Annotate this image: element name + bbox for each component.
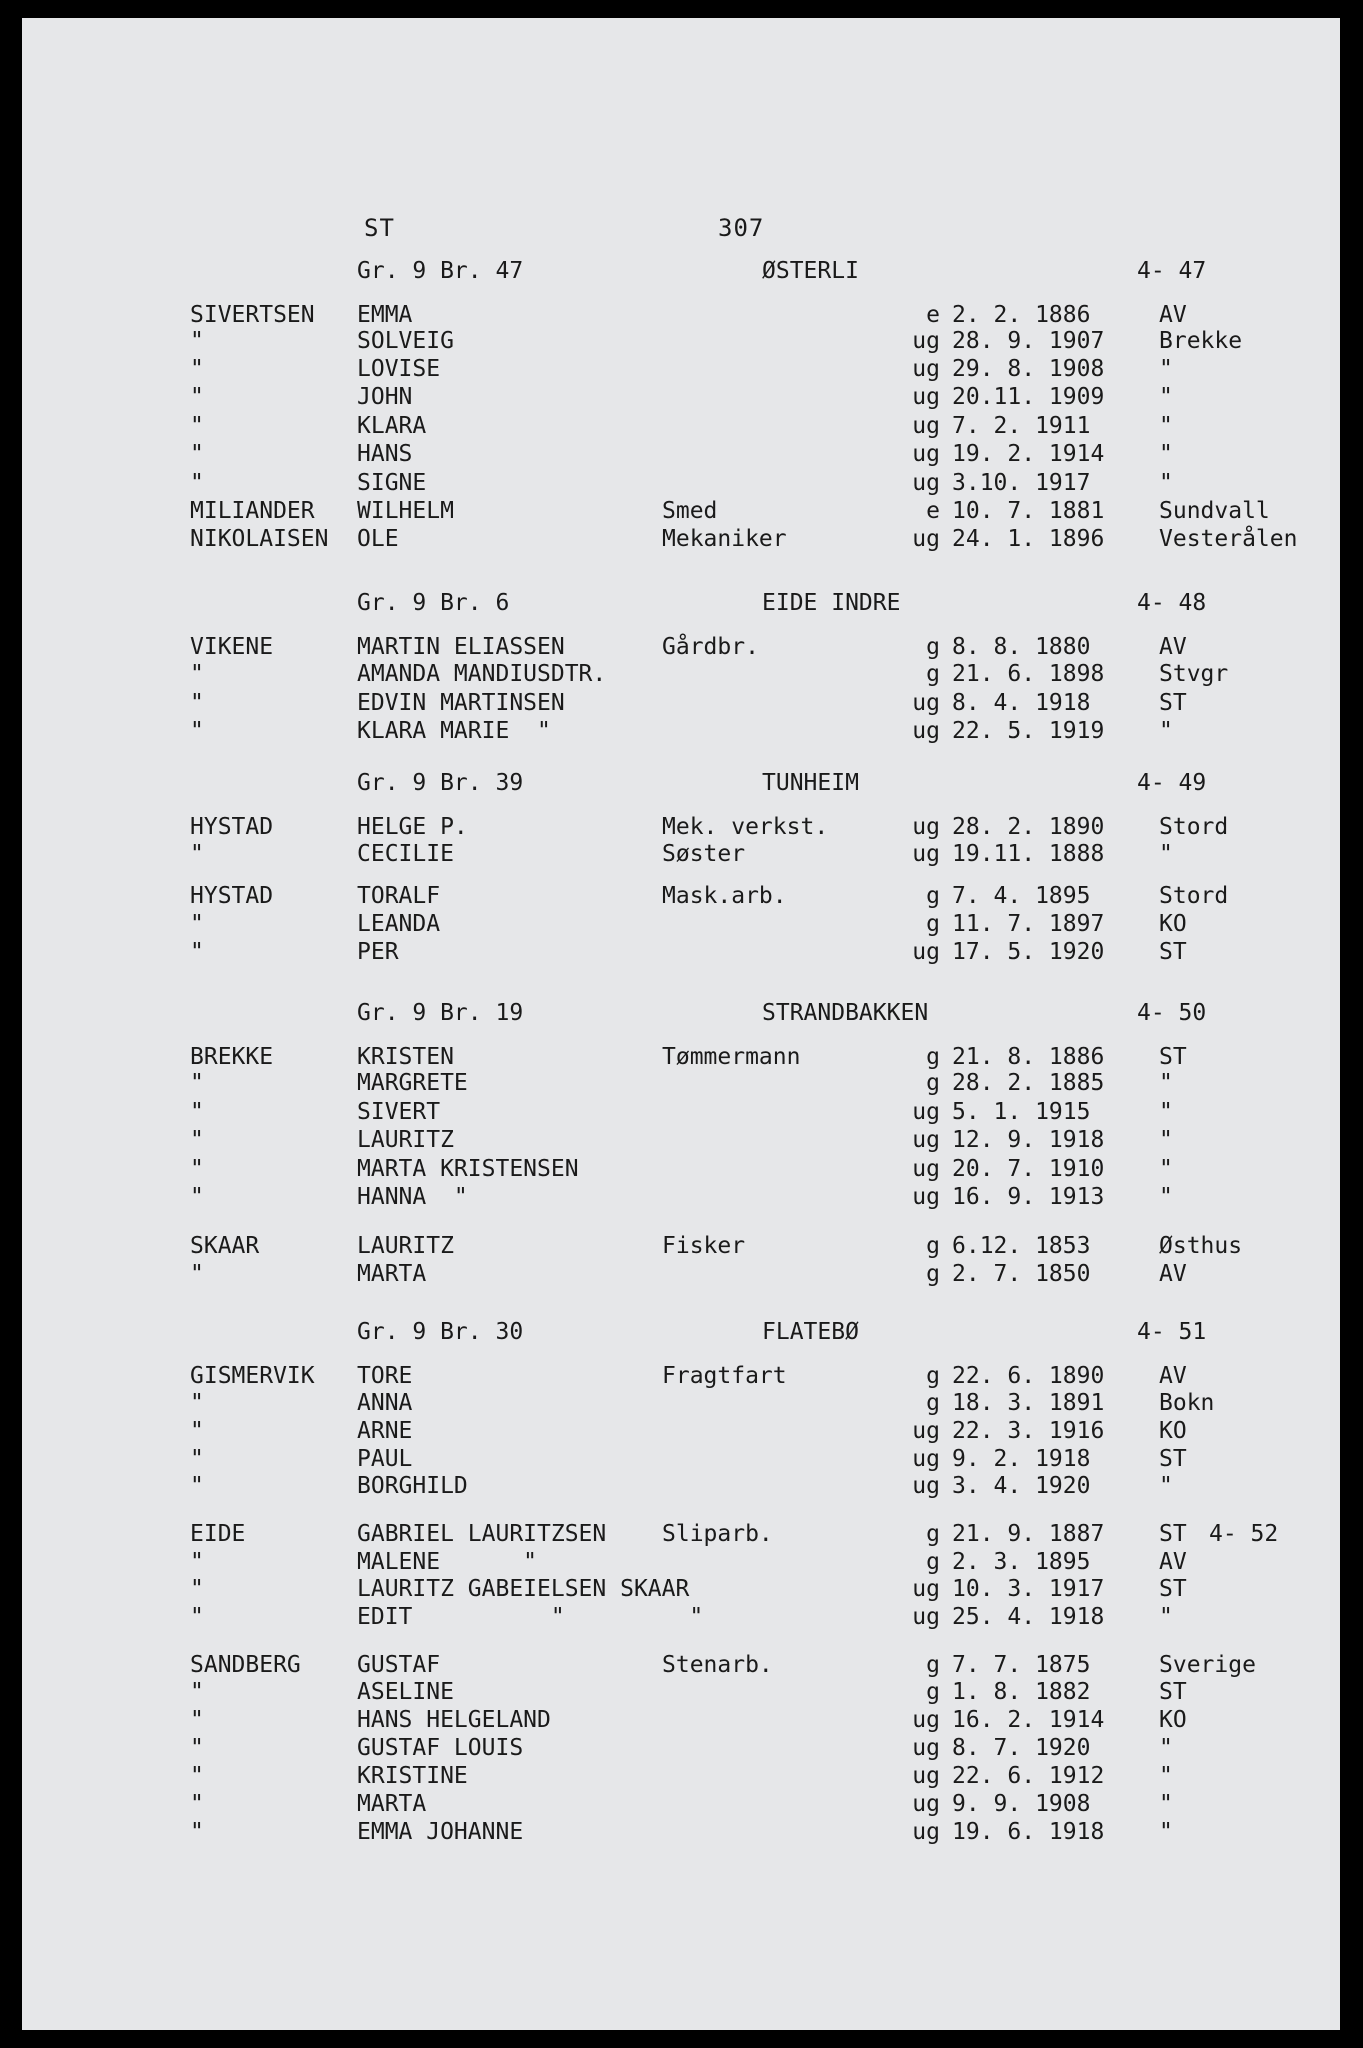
surname: " <box>190 413 204 439</box>
person-row <box>22 883 1340 913</box>
marital-status: g <box>926 1363 940 1389</box>
birth-place: AV <box>1159 1363 1187 1389</box>
birth-date: 19. 6. 1918 <box>952 1819 1105 1845</box>
person-row <box>22 1791 1340 1821</box>
birth-date: 19. 2. 1914 <box>952 441 1105 467</box>
marital-status: ug <box>912 1604 940 1630</box>
given-name: HANNA " <box>357 1184 468 1210</box>
birth-place: " <box>1159 413 1173 439</box>
marital-status: ug <box>912 1446 940 1472</box>
gr-br-number: Gr. 9 Br. 19 <box>357 1000 524 1026</box>
surname: " <box>190 1070 204 1096</box>
occupation: Stenarb. <box>662 1652 773 1678</box>
marital-status: g <box>926 1044 940 1070</box>
birth-place: " <box>1159 441 1173 467</box>
marital-status: g <box>926 1549 940 1575</box>
surname: " <box>190 718 204 744</box>
birth-date: 9. 9. 1908 <box>952 1791 1091 1817</box>
birth-place: " <box>1159 1156 1173 1182</box>
margin-household-code: 4- 52 <box>1209 1521 1279 1547</box>
person-row <box>22 1099 1340 1129</box>
birth-date: 25. 4. 1918 <box>952 1604 1105 1630</box>
marital-status: ug <box>912 1473 940 1499</box>
birth-date: 22. 6. 1912 <box>952 1763 1105 1789</box>
surname: " <box>190 841 204 867</box>
marital-status: ug <box>912 1099 940 1125</box>
marital-status: g <box>926 661 940 687</box>
person-row <box>22 1156 1340 1186</box>
surname: EIDE <box>190 1521 246 1547</box>
person-row <box>22 526 1340 556</box>
person-row <box>22 1819 1340 1849</box>
given-name: MARTA <box>357 1261 427 1287</box>
given-name: OLE <box>357 526 399 552</box>
given-name: KRISTEN <box>357 1044 454 1070</box>
birth-date: 17. 5. 1920 <box>952 939 1105 965</box>
section-header <box>22 1000 1340 1032</box>
birth-place: Stord <box>1159 883 1229 909</box>
birth-place: AV <box>1159 634 1187 660</box>
person-row <box>22 1679 1340 1709</box>
birth-date: 9. 2. 1918 <box>952 1446 1091 1472</box>
birth-place: ST <box>1159 1446 1187 1472</box>
marital-status: ug <box>912 939 940 965</box>
given-name: SIGNE <box>357 470 427 496</box>
person-row <box>22 814 1340 844</box>
birth-date: 3. 4. 1920 <box>952 1473 1091 1499</box>
given-name: EDIT " " <box>357 1604 704 1630</box>
birth-place: " <box>1159 1473 1173 1499</box>
birth-place: " <box>1159 1819 1173 1845</box>
person-row <box>22 1233 1340 1263</box>
person-row <box>22 939 1340 969</box>
given-name: LAURITZ GABEIELSEN SKAAR <box>357 1576 690 1602</box>
birth-date: 8. 4. 1918 <box>952 690 1091 716</box>
occupation: Fragtfart <box>662 1363 787 1389</box>
surname: NIKOLAISEN <box>190 526 329 552</box>
birth-place: " <box>1159 1099 1173 1125</box>
birth-date: 28. 2. 1885 <box>952 1070 1105 1096</box>
birth-date: 2. 2. 1886 <box>952 302 1091 328</box>
marital-status: ug <box>912 690 940 716</box>
marital-status: e <box>926 302 940 328</box>
given-name: AMANDA MANDIUSDTR. <box>357 661 607 687</box>
page-number: 307 <box>718 214 765 242</box>
person-row <box>22 690 1340 720</box>
household-code: 4- 51 <box>1137 1319 1207 1345</box>
birth-date: 16. 2. 1914 <box>952 1707 1105 1733</box>
marital-status: ug <box>912 470 940 496</box>
birth-date: 22. 5. 1919 <box>952 718 1105 744</box>
person-row <box>22 1652 1340 1682</box>
given-name: MARTA KRISTENSEN <box>357 1156 579 1182</box>
birth-date: 19.11. 1888 <box>952 841 1105 867</box>
marital-status: ug <box>912 814 940 840</box>
given-name: KRISTINE <box>357 1763 468 1789</box>
person-row <box>22 1473 1340 1503</box>
surname: " <box>190 1819 204 1845</box>
given-name: LEANDA <box>357 911 441 937</box>
given-name: KLARA <box>357 413 427 439</box>
surname: " <box>190 1791 204 1817</box>
birth-date: 22. 3. 1916 <box>952 1418 1105 1444</box>
occupation: Mek. verkst. <box>662 814 829 840</box>
given-name: EMMA <box>357 302 413 328</box>
birth-date: 2. 3. 1895 <box>952 1549 1091 1575</box>
marital-status: g <box>926 1521 940 1547</box>
marital-status: ug <box>912 718 940 744</box>
surname: " <box>190 1549 204 1575</box>
surname: " <box>190 384 204 410</box>
marital-status: g <box>926 1070 940 1096</box>
birth-date: 18. 3. 1891 <box>952 1390 1105 1416</box>
marital-status: ug <box>912 1127 940 1153</box>
surname: " <box>190 690 204 716</box>
farm-name: EIDE INDRE <box>762 590 901 616</box>
birth-place: Sundvall <box>1159 498 1270 524</box>
surname: HYSTAD <box>190 883 274 909</box>
given-name: KLARA MARIE " <box>357 718 551 744</box>
given-name: GUSTAF <box>357 1652 441 1678</box>
surname: VIKENE <box>190 634 274 660</box>
marital-status: g <box>926 883 940 909</box>
marital-status: ug <box>912 1819 940 1845</box>
birth-date: 5. 1. 1915 <box>952 1099 1091 1125</box>
given-name: EDVIN MARTINSEN <box>357 690 565 716</box>
birth-place: ST <box>1159 1521 1187 1547</box>
surname: " <box>190 1604 204 1630</box>
marital-status: g <box>926 911 940 937</box>
person-row <box>22 634 1340 664</box>
person-row <box>22 1576 1340 1606</box>
marital-status: ug <box>912 1707 940 1733</box>
birth-date: 21. 8. 1886 <box>952 1044 1105 1070</box>
birth-place: KO <box>1159 1418 1187 1444</box>
given-name: WILHELM <box>357 498 454 524</box>
surname: BREKKE <box>190 1044 274 1070</box>
birth-date: 10. 7. 1881 <box>952 498 1105 524</box>
marital-status: ug <box>912 413 940 439</box>
surname: " <box>190 911 204 937</box>
birth-place: ST <box>1159 1044 1187 1070</box>
surname: SANDBERG <box>190 1652 301 1678</box>
document-page <box>22 18 1340 2030</box>
surname: " <box>190 1679 204 1705</box>
person-row <box>22 356 1340 386</box>
given-name: MARTA <box>357 1791 427 1817</box>
marital-status: e <box>926 498 940 524</box>
section-header <box>22 258 1340 290</box>
given-name: TORE <box>357 1363 413 1389</box>
birth-date: 12. 9. 1918 <box>952 1127 1105 1153</box>
household-code: 4- 49 <box>1137 770 1207 796</box>
birth-place: " <box>1159 1127 1173 1153</box>
surname: " <box>190 1707 204 1733</box>
given-name: LAURITZ <box>357 1233 454 1259</box>
marital-status: ug <box>912 441 940 467</box>
person-row <box>22 1707 1340 1737</box>
birth-place: AV <box>1159 1261 1187 1287</box>
given-name: ASELINE <box>357 1679 454 1705</box>
birth-place: " <box>1159 1184 1173 1210</box>
birth-date: 6.12. 1853 <box>952 1233 1091 1259</box>
person-row <box>22 911 1340 941</box>
birth-date: 7. 2. 1911 <box>952 413 1091 439</box>
person-row <box>22 1418 1340 1448</box>
occupation: Smed <box>662 498 718 524</box>
birth-place: Brekke <box>1159 328 1243 354</box>
given-name: PER <box>357 939 399 965</box>
given-name: PAUL <box>357 1446 413 1472</box>
occupation: Gårdbr. <box>662 634 759 660</box>
marital-status: ug <box>912 328 940 354</box>
surname: " <box>190 1390 204 1416</box>
person-row <box>22 413 1340 443</box>
gr-br-number: Gr. 9 Br. 6 <box>357 590 510 616</box>
birth-date: 20. 7. 1910 <box>952 1156 1105 1182</box>
surname: " <box>190 1446 204 1472</box>
surname: " <box>190 328 204 354</box>
farm-name: TUNHEIM <box>762 770 859 796</box>
given-name: MARGRETE <box>357 1070 468 1096</box>
birth-date: 21. 9. 1887 <box>952 1521 1105 1547</box>
given-name: HANS HELGELAND <box>357 1707 551 1733</box>
marital-status: ug <box>912 356 940 382</box>
surname: " <box>190 441 204 467</box>
person-row <box>22 1390 1340 1420</box>
birth-date: 8. 8. 1880 <box>952 634 1091 660</box>
surname: " <box>190 939 204 965</box>
person-row <box>22 1446 1340 1476</box>
given-name: SOLVEIG <box>357 328 454 354</box>
person-row <box>22 841 1340 871</box>
marital-status: g <box>926 634 940 660</box>
person-row <box>22 1127 1340 1157</box>
marital-status: ug <box>912 384 940 410</box>
birth-place: KO <box>1159 911 1187 937</box>
marital-status: ug <box>912 1576 940 1602</box>
marital-status: ug <box>912 1735 940 1761</box>
birth-date: 28. 2. 1890 <box>952 814 1105 840</box>
surname: " <box>190 1763 204 1789</box>
birth-place: " <box>1159 718 1173 744</box>
given-name: JOHN <box>357 384 413 410</box>
birth-place: KO <box>1159 1707 1187 1733</box>
birth-date: 3.10. 1917 <box>952 470 1091 496</box>
marital-status: ug <box>912 1791 940 1817</box>
occupation: Fisker <box>662 1233 746 1259</box>
gr-br-number: Gr. 9 Br. 47 <box>357 258 524 284</box>
marital-status: ug <box>912 526 940 552</box>
farm-name: FLATEBØ <box>762 1319 859 1345</box>
given-name: GABRIEL LAURITZSEN <box>357 1521 607 1547</box>
birth-date: 22. 6. 1890 <box>952 1363 1105 1389</box>
birth-place: AV <box>1159 302 1187 328</box>
district-heading: ST <box>364 214 395 242</box>
given-name: MARTIN ELIASSEN <box>357 634 565 660</box>
occupation: Mekaniker <box>662 526 787 552</box>
person-row <box>22 1521 1340 1551</box>
birth-place: ST <box>1159 939 1187 965</box>
household-code: 4- 50 <box>1137 1000 1207 1026</box>
farm-name: STRANDBAKKEN <box>762 1000 929 1026</box>
birth-place: " <box>1159 356 1173 382</box>
person-row <box>22 1070 1340 1100</box>
birth-date: 8. 7. 1920 <box>952 1735 1091 1761</box>
occupation: Søster <box>662 841 746 867</box>
given-name: SIVERT <box>357 1099 441 1125</box>
person-row <box>22 470 1340 500</box>
surname: SIVERTSEN <box>190 302 315 328</box>
given-name: HELGE P. <box>357 814 468 840</box>
birth-place: Bokn <box>1159 1390 1215 1416</box>
person-row <box>22 718 1340 748</box>
given-name: CECILIE <box>357 841 454 867</box>
birth-date: 7. 4. 1895 <box>952 883 1091 909</box>
surname: " <box>190 470 204 496</box>
given-name: ANNA <box>357 1390 413 1416</box>
birth-place: Stord <box>1159 814 1229 840</box>
surname: " <box>190 1735 204 1761</box>
gr-br-number: Gr. 9 Br. 39 <box>357 770 524 796</box>
birth-place: " <box>1159 1791 1173 1817</box>
marital-status: g <box>926 1233 940 1259</box>
person-row <box>22 1363 1340 1393</box>
surname: " <box>190 1156 204 1182</box>
person-row <box>22 1184 1340 1214</box>
person-row <box>22 1735 1340 1765</box>
occupation: Mask.arb. <box>662 883 787 909</box>
surname: SKAAR <box>190 1233 260 1259</box>
birth-place: ST <box>1159 1576 1187 1602</box>
occupation: Tømmermann <box>662 1044 801 1070</box>
marital-status: ug <box>912 1184 940 1210</box>
marital-status: ug <box>912 841 940 867</box>
birth-place: " <box>1159 1604 1173 1630</box>
person-row <box>22 1261 1340 1291</box>
household-code: 4- 47 <box>1137 258 1207 284</box>
marital-status: ug <box>912 1156 940 1182</box>
birth-place: Stvgr <box>1159 661 1229 687</box>
given-name: ARNE <box>357 1418 413 1444</box>
household-code: 4- 48 <box>1137 590 1207 616</box>
person-row <box>22 661 1340 691</box>
birth-place: " <box>1159 1735 1173 1761</box>
surname: " <box>190 1261 204 1287</box>
birth-date: 29. 8. 1908 <box>952 356 1105 382</box>
surname: " <box>190 356 204 382</box>
surname: " <box>190 1184 204 1210</box>
birth-place: " <box>1159 1763 1173 1789</box>
given-name: LAURITZ <box>357 1127 454 1153</box>
given-name: HANS <box>357 441 413 467</box>
section-header <box>22 770 1340 802</box>
birth-date: 10. 3. 1917 <box>952 1576 1105 1602</box>
birth-date: 24. 1. 1896 <box>952 526 1105 552</box>
marital-status: g <box>926 1390 940 1416</box>
surname: " <box>190 1473 204 1499</box>
marital-status: ug <box>912 1418 940 1444</box>
birth-place: Østhus <box>1159 1233 1243 1259</box>
surname: " <box>190 1127 204 1153</box>
person-row <box>22 1763 1340 1793</box>
marital-status: g <box>926 1679 940 1705</box>
surname: HYSTAD <box>190 814 274 840</box>
birth-place: Sverige <box>1159 1652 1256 1678</box>
given-name: BORGHILD <box>357 1473 468 1499</box>
birth-date: 21. 6. 1898 <box>952 661 1105 687</box>
birth-date: 28. 9. 1907 <box>952 328 1105 354</box>
birth-date: 11. 7. 1897 <box>952 911 1105 937</box>
given-name: TORALF <box>357 883 441 909</box>
surname: MILIANDER <box>190 498 315 524</box>
surname: GISMERVIK <box>190 1363 315 1389</box>
surname: " <box>190 1576 204 1602</box>
birth-place: " <box>1159 1070 1173 1096</box>
person-row <box>22 1549 1340 1579</box>
section-header <box>22 590 1340 622</box>
person-row <box>22 328 1340 358</box>
farm-name: ØSTERLI <box>762 258 859 284</box>
birth-place: ST <box>1159 690 1187 716</box>
section-header <box>22 1319 1340 1351</box>
person-row <box>22 1604 1340 1634</box>
person-row <box>22 441 1340 471</box>
birth-date: 7. 7. 1875 <box>952 1652 1091 1678</box>
birth-place: " <box>1159 841 1173 867</box>
birth-date: 20.11. 1909 <box>952 384 1105 410</box>
birth-place: AV <box>1159 1549 1187 1575</box>
person-row <box>22 384 1340 414</box>
person-row <box>22 498 1340 528</box>
gr-br-number: Gr. 9 Br. 30 <box>357 1319 524 1345</box>
given-name: LOVISE <box>357 356 441 382</box>
birth-date: 1. 8. 1882 <box>952 1679 1091 1705</box>
given-name: GUSTAF LOUIS <box>357 1735 524 1761</box>
marital-status: g <box>926 1652 940 1678</box>
surname: " <box>190 1418 204 1444</box>
given-name: MALENE " <box>357 1549 538 1575</box>
surname: " <box>190 661 204 687</box>
birth-place: " <box>1159 470 1173 496</box>
occupation: Sliparb. <box>662 1521 773 1547</box>
birth-date: 16. 9. 1913 <box>952 1184 1105 1210</box>
given-name: EMMA JOHANNE <box>357 1819 524 1845</box>
birth-place: Vesterålen <box>1159 526 1298 552</box>
surname: " <box>190 1099 204 1125</box>
marital-status: ug <box>912 1763 940 1789</box>
birth-place: " <box>1159 384 1173 410</box>
birth-date: 2. 7. 1850 <box>952 1261 1091 1287</box>
marital-status: g <box>926 1261 940 1287</box>
birth-place: ST <box>1159 1679 1187 1705</box>
